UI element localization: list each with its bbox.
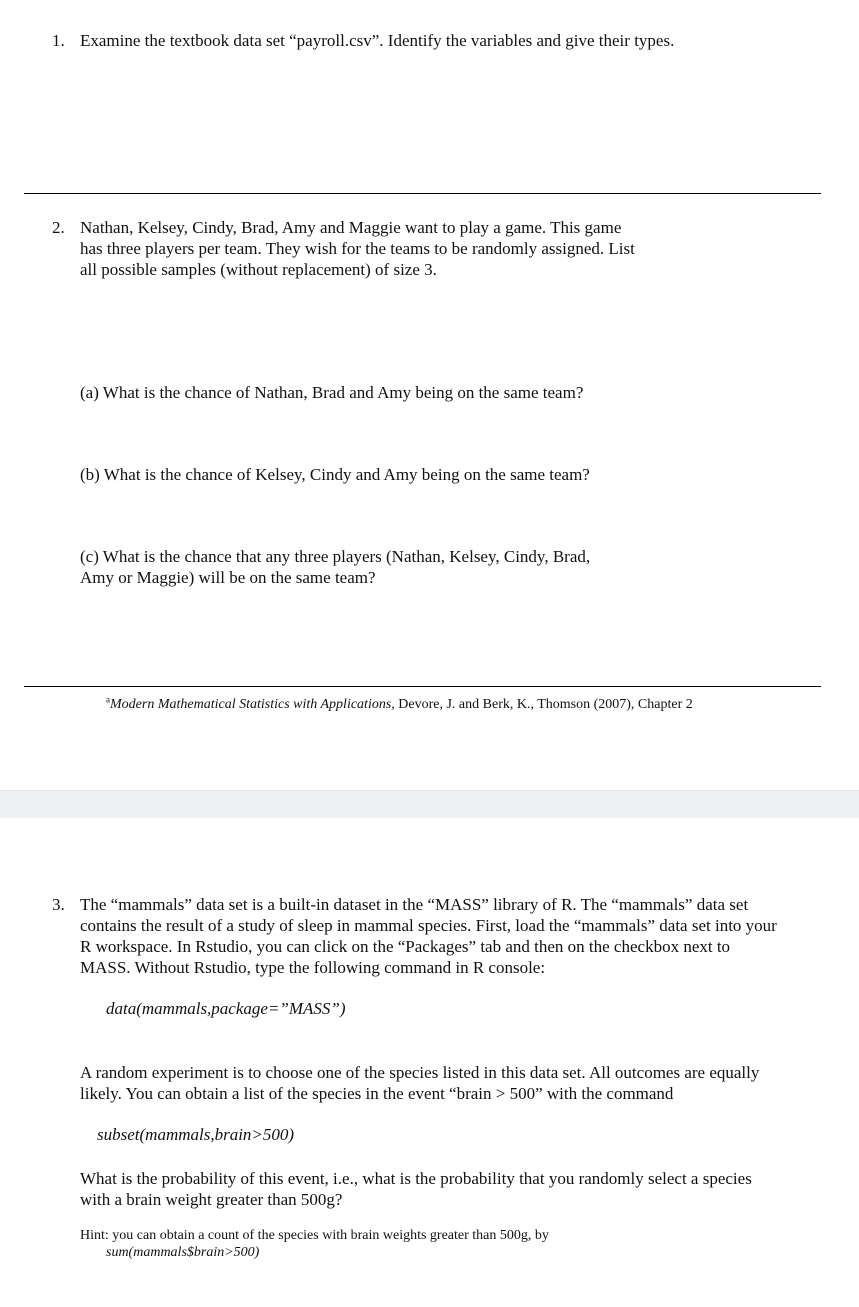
r-command-subset: subset(mammals,brain>500) (97, 1125, 295, 1144)
question-2c-line-2: Amy or Maggie) will be on the same team? (80, 568, 376, 587)
question-3-line-4: MASS. Without Rstudio, type the following command in R console: (80, 958, 546, 977)
hint-command: sum(mammals$brain>500) (106, 1245, 260, 1260)
question-3-line-3: R workspace. In Rstudio, you can click on the “Packages” tab and then on the checkbox next to (80, 937, 731, 956)
hint-text: Hint: you can obtain a count of the species with brain weights greater than 500g, by (80, 1228, 549, 1243)
question-2-line-3: all possible samples (without replacement) of size 3. (80, 260, 437, 279)
probability-question-line-1: What is the probability of this event, i.e., what is the probability that you randomly select a species (80, 1169, 752, 1188)
question-3-line-2: contains the result of a study of sleep in mammal species. First, load the “mammals” data set into your (80, 916, 777, 935)
question-2c-line-1: (c) What is the chance that any three players (Nathan, Kelsey, Cindy, Brad, (80, 547, 591, 566)
question-2-number: 2. (52, 218, 65, 237)
footnote-divider (24, 686, 821, 687)
question-2-line-2: has three players per team. They wish for the teams to be randomly assigned. List (80, 239, 635, 258)
r-command-load-data: data(mammals,package=”MASS”) (106, 999, 346, 1018)
experiment-line-1: A random experiment is to choose one of the species listed in this data set. All outcomes are equally (80, 1063, 760, 1082)
question-2-line-1: Nathan, Kelsey, Cindy, Brad, Amy and Maggie want to play a game. This game (80, 218, 622, 237)
question-1-text: Examine the textbook data set “payroll.csv”. Identify the variables and give their types. (80, 31, 675, 50)
footnote (106, 696, 693, 714)
footnote-citation: Devore, J. and Berk, K., Thomson (2007), Chapter 2 (394, 697, 693, 712)
footnote-marker: a (106, 694, 110, 705)
question-3-line-1: The “mammals” data set is a built-in dataset in the “MASS” library of R. The “mammals” data set (80, 895, 749, 914)
footnote-book-title: Modern Mathematical Statistics with Applications, (110, 697, 395, 712)
probability-question-line-2: with a brain weight greater than 500g? (80, 1190, 343, 1209)
document-page-2 (0, 818, 859, 1307)
section-divider (24, 193, 821, 194)
question-2a: (a) What is the chance of Nathan, Brad and Amy being on the same team? (80, 383, 584, 402)
question-2b: (b) What is the chance of Kelsey, Cindy and Amy being on the same team? (80, 465, 590, 484)
experiment-line-2: likely. You can obtain a list of the species in the event “brain > 500” with the command (80, 1084, 674, 1103)
question-1-number: 1. (52, 31, 65, 50)
question-3-number: 3. (52, 895, 65, 914)
page-separator (0, 790, 859, 819)
